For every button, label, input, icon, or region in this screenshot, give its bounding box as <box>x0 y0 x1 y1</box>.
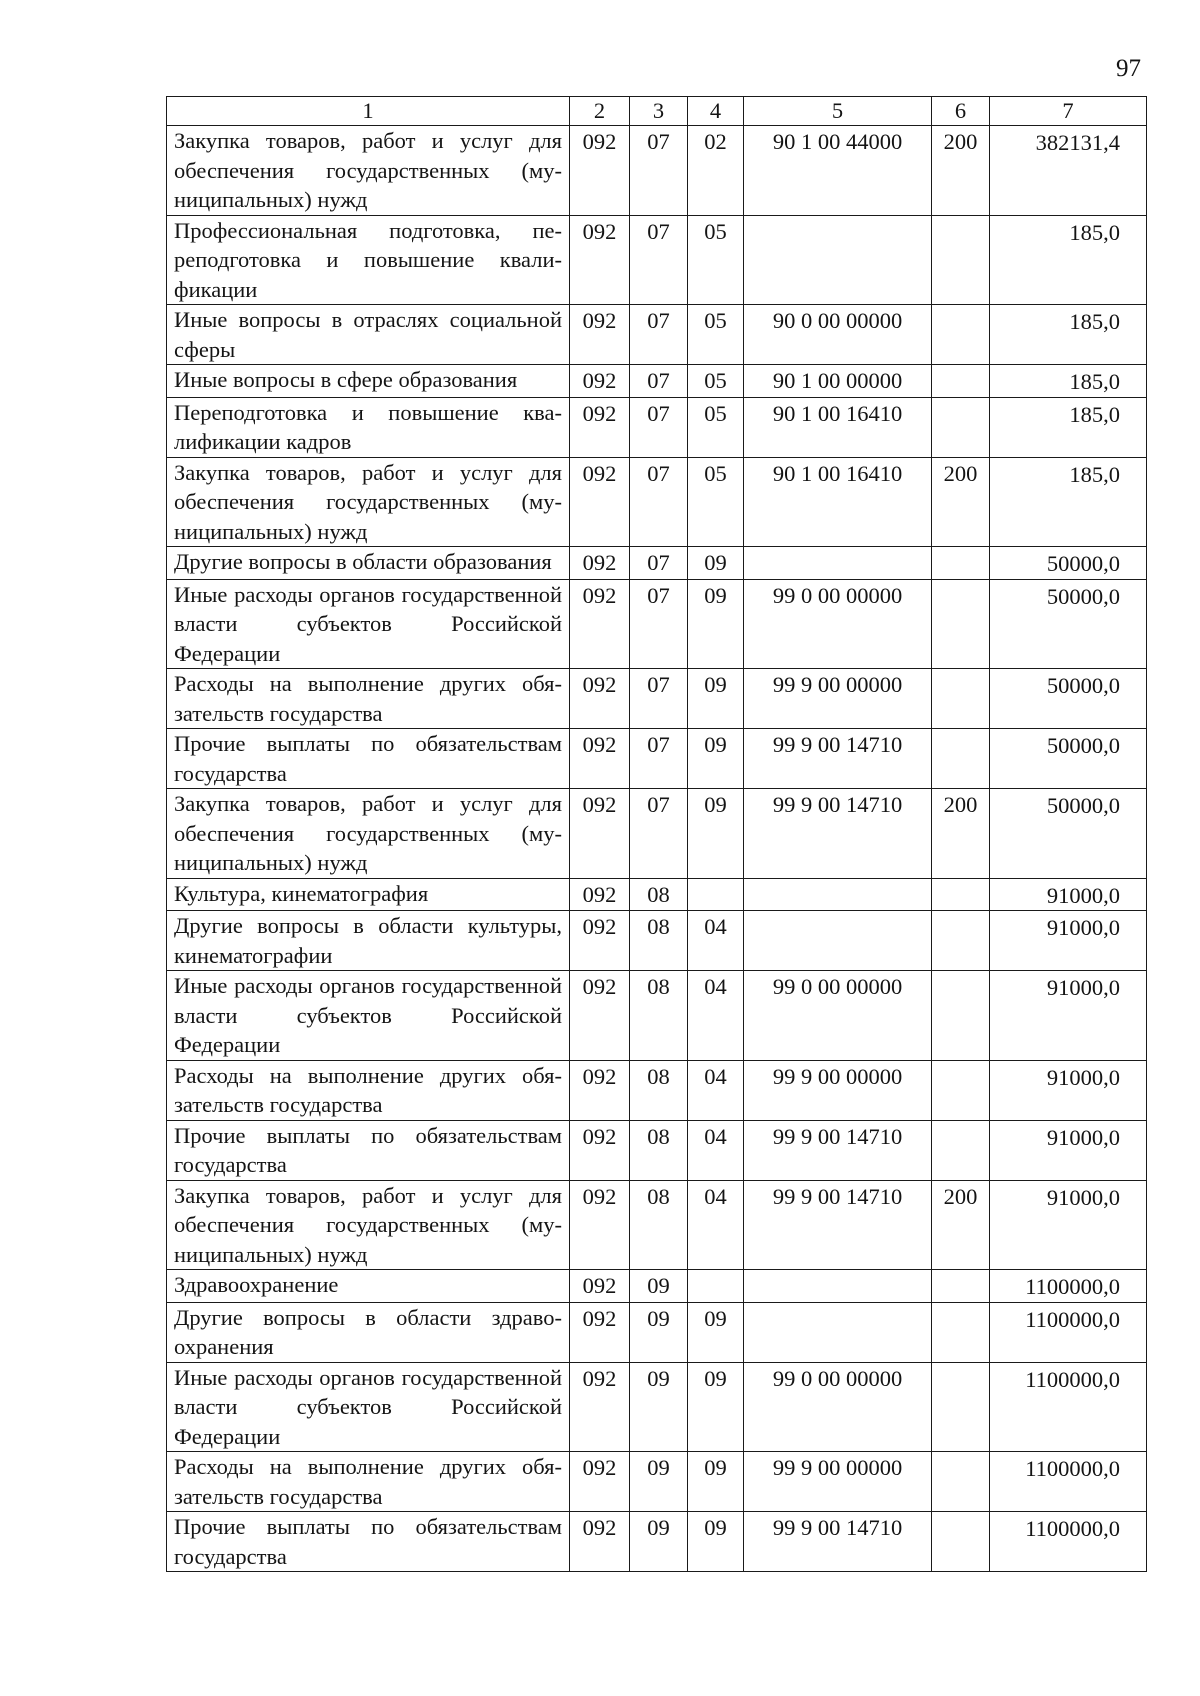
section-code-cell: 08 <box>630 1120 688 1180</box>
amount-cell: 50000,0 <box>990 729 1147 789</box>
section-code-cell: 09 <box>630 1452 688 1512</box>
target-article-code-cell: 90 1 00 44000 <box>744 126 932 216</box>
target-article-code-cell: 99 9 00 14710 <box>744 1180 932 1270</box>
table-row <box>167 1362 1147 1452</box>
table-row <box>167 971 1147 1061</box>
target-article-code-cell: 99 0 00 00000 <box>744 1362 932 1452</box>
target-article-code-cell: 99 9 00 14710 <box>744 1512 932 1572</box>
expense-name-cell: Прочие выплаты по обязательствам государства <box>167 729 570 789</box>
expense-type-code-cell: 200 <box>932 1180 990 1270</box>
subsection-code-cell: 04 <box>688 971 744 1061</box>
column-header-6: 6 <box>932 97 990 126</box>
ministry-code-cell: 092 <box>570 547 630 580</box>
expense-name-cell: Расходы на выполнение других обязательств государства <box>167 1060 570 1120</box>
table-row <box>167 547 1147 580</box>
table-row <box>167 457 1147 547</box>
target-article-code-cell <box>744 911 932 971</box>
section-code-cell: 07 <box>630 126 688 216</box>
expense-type-code-cell <box>932 1362 990 1452</box>
section-code-cell: 08 <box>630 911 688 971</box>
expense-name-cell: Прочие выплаты по обязательствам государства <box>167 1512 570 1572</box>
expense-type-code-cell <box>932 878 990 911</box>
target-article-code-cell: 99 9 00 14710 <box>744 789 932 879</box>
expense-name-cell: Иные вопросы в сфере образования <box>167 365 570 398</box>
expense-type-code-cell <box>932 1512 990 1572</box>
subsection-code-cell: 05 <box>688 365 744 398</box>
ministry-code-cell: 092 <box>570 1512 630 1572</box>
amount-cell: 1100000,0 <box>990 1512 1147 1572</box>
target-article-code-cell: 99 0 00 00000 <box>744 579 932 669</box>
amount-cell: 50000,0 <box>990 547 1147 580</box>
section-code-cell: 07 <box>630 789 688 879</box>
target-article-code-cell: 90 1 00 16410 <box>744 457 932 547</box>
section-code-cell: 07 <box>630 305 688 365</box>
section-code-cell: 07 <box>630 457 688 547</box>
subsection-code-cell: 09 <box>688 1362 744 1452</box>
ministry-code-cell: 092 <box>570 1180 630 1270</box>
target-article-code-cell: 99 9 00 00000 <box>744 1060 932 1120</box>
table-row <box>167 669 1147 729</box>
subsection-code-cell: 09 <box>688 1512 744 1572</box>
amount-cell: 1100000,0 <box>990 1362 1147 1452</box>
ministry-code-cell: 092 <box>570 305 630 365</box>
section-code-cell: 07 <box>630 729 688 789</box>
expense-name-cell: Иные расходы органов государственной власти субъектов Российской Федерации <box>167 1362 570 1452</box>
section-code-cell: 08 <box>630 971 688 1061</box>
table-row <box>167 1120 1147 1180</box>
ministry-code-cell: 092 <box>570 1302 630 1362</box>
amount-cell: 50000,0 <box>990 789 1147 879</box>
budget-table <box>166 96 1147 1572</box>
expense-type-code-cell <box>932 547 990 580</box>
table-row <box>167 911 1147 971</box>
subsection-code-cell <box>688 1270 744 1303</box>
section-code-cell: 07 <box>630 669 688 729</box>
target-article-code-cell: 99 0 00 00000 <box>744 971 932 1061</box>
amount-cell: 185,0 <box>990 365 1147 398</box>
section-code-cell: 09 <box>630 1270 688 1303</box>
expense-name-cell: Закупка товаров, работ и услуг для обеспечения государственных (муниципальных) нужд <box>167 457 570 547</box>
amount-cell: 91000,0 <box>990 1060 1147 1120</box>
table-row <box>167 789 1147 879</box>
subsection-code-cell: 05 <box>688 305 744 365</box>
amount-cell: 50000,0 <box>990 579 1147 669</box>
expense-name-cell: Иные расходы органов государственной власти субъектов Российской Федерации <box>167 971 570 1061</box>
target-article-code-cell: 90 1 00 16410 <box>744 397 932 457</box>
section-code-cell: 08 <box>630 1180 688 1270</box>
expense-name-cell: Прочие выплаты по обязательствам государства <box>167 1120 570 1180</box>
subsection-code-cell: 05 <box>688 457 744 547</box>
table-row <box>167 1302 1147 1362</box>
section-code-cell: 08 <box>630 878 688 911</box>
ministry-code-cell: 092 <box>570 669 630 729</box>
expense-name-cell: Расходы на выполнение других обязательств государства <box>167 669 570 729</box>
expense-name-cell: Расходы на выполнение других обязательств государства <box>167 1452 570 1512</box>
target-article-code-cell <box>744 547 932 580</box>
expense-name-cell: Переподготовка и повышение квалификации кадров <box>167 397 570 457</box>
column-number-row <box>167 97 1147 126</box>
section-code-cell: 07 <box>630 547 688 580</box>
expense-type-code-cell <box>932 1270 990 1303</box>
ministry-code-cell: 092 <box>570 1452 630 1512</box>
table-body <box>167 126 1147 1572</box>
expense-type-code-cell <box>932 911 990 971</box>
ministry-code-cell: 092 <box>570 579 630 669</box>
target-article-code-cell <box>744 1302 932 1362</box>
amount-cell: 1100000,0 <box>990 1452 1147 1512</box>
subsection-code-cell: 09 <box>688 1302 744 1362</box>
table-row <box>167 1270 1147 1303</box>
ministry-code-cell: 092 <box>570 1060 630 1120</box>
section-code-cell: 07 <box>630 215 688 305</box>
ministry-code-cell: 092 <box>570 729 630 789</box>
table-row <box>167 1180 1147 1270</box>
ministry-code-cell: 092 <box>570 971 630 1061</box>
subsection-code-cell <box>688 878 744 911</box>
expense-type-code-cell: 200 <box>932 126 990 216</box>
expense-name-cell: Закупка товаров, работ и услуг для обеспечения государственных (муниципальных) нужд <box>167 1180 570 1270</box>
expense-type-code-cell <box>932 1060 990 1120</box>
subsection-code-cell: 05 <box>688 215 744 305</box>
subsection-code-cell: 05 <box>688 397 744 457</box>
subsection-code-cell: 09 <box>688 729 744 789</box>
ministry-code-cell: 092 <box>570 878 630 911</box>
section-code-cell: 09 <box>630 1362 688 1452</box>
subsection-code-cell: 09 <box>688 579 744 669</box>
column-header-4: 4 <box>688 97 744 126</box>
target-article-code-cell: 99 9 00 00000 <box>744 669 932 729</box>
expense-name-cell: Иные расходы органов государственной власти субъектов Российской Федерации <box>167 579 570 669</box>
section-code-cell: 07 <box>630 579 688 669</box>
ministry-code-cell: 092 <box>570 1270 630 1303</box>
expense-name-cell: Культура, кинематография <box>167 878 570 911</box>
target-article-code-cell <box>744 878 932 911</box>
amount-cell: 50000,0 <box>990 669 1147 729</box>
table-row <box>167 1060 1147 1120</box>
ministry-code-cell: 092 <box>570 457 630 547</box>
column-header-7: 7 <box>990 97 1147 126</box>
ministry-code-cell: 092 <box>570 1362 630 1452</box>
subsection-code-cell: 09 <box>688 1452 744 1512</box>
ministry-code-cell: 092 <box>570 215 630 305</box>
target-article-code-cell: 90 1 00 00000 <box>744 365 932 398</box>
expense-name-cell: Иные вопросы в отраслях социальной сферы <box>167 305 570 365</box>
target-article-code-cell: 99 9 00 14710 <box>744 1120 932 1180</box>
target-article-code-cell: 99 9 00 14710 <box>744 729 932 789</box>
table-row <box>167 729 1147 789</box>
subsection-code-cell: 04 <box>688 1120 744 1180</box>
subsection-code-cell: 09 <box>688 547 744 580</box>
expense-name-cell: Другие вопросы в области здравоохранения <box>167 1302 570 1362</box>
amount-cell: 185,0 <box>990 305 1147 365</box>
expense-type-code-cell <box>932 971 990 1061</box>
subsection-code-cell: 04 <box>688 911 744 971</box>
table-row <box>167 397 1147 457</box>
page-number: 97 <box>1116 55 1141 82</box>
ministry-code-cell: 092 <box>570 789 630 879</box>
ministry-code-cell: 092 <box>570 911 630 971</box>
expense-name-cell: Другие вопросы в области образования <box>167 547 570 580</box>
expense-type-code-cell <box>932 579 990 669</box>
expense-type-code-cell <box>932 1302 990 1362</box>
expense-type-code-cell <box>932 397 990 457</box>
target-article-code-cell <box>744 1270 932 1303</box>
section-code-cell: 07 <box>630 397 688 457</box>
amount-cell: 91000,0 <box>990 1120 1147 1180</box>
column-header-2: 2 <box>570 97 630 126</box>
ministry-code-cell: 092 <box>570 397 630 457</box>
table-row <box>167 126 1147 216</box>
expense-type-code-cell: 200 <box>932 457 990 547</box>
expense-type-code-cell <box>932 365 990 398</box>
table-row <box>167 1512 1147 1572</box>
table-row <box>167 878 1147 911</box>
expense-name-cell: Другие вопросы в области культуры, кинематографии <box>167 911 570 971</box>
expense-type-code-cell <box>932 669 990 729</box>
expense-name-cell: Профессиональная подготовка, переподготовка и повышение квалификации <box>167 215 570 305</box>
expense-type-code-cell <box>932 729 990 789</box>
subsection-code-cell: 04 <box>688 1060 744 1120</box>
table-row <box>167 1452 1147 1512</box>
amount-cell: 185,0 <box>990 397 1147 457</box>
amount-cell: 185,0 <box>990 457 1147 547</box>
expense-name-cell: Закупка товаров, работ и услуг для обеспечения государственных (муниципальных) нужд <box>167 126 570 216</box>
section-code-cell: 09 <box>630 1302 688 1362</box>
table-row <box>167 365 1147 398</box>
subsection-code-cell: 04 <box>688 1180 744 1270</box>
subsection-code-cell: 09 <box>688 669 744 729</box>
amount-cell: 1100000,0 <box>990 1270 1147 1303</box>
amount-cell: 91000,0 <box>990 911 1147 971</box>
expense-type-code-cell: 200 <box>932 789 990 879</box>
ministry-code-cell: 092 <box>570 1120 630 1180</box>
amount-cell: 1100000,0 <box>990 1302 1147 1362</box>
expense-type-code-cell <box>932 1452 990 1512</box>
column-header-3: 3 <box>630 97 688 126</box>
target-article-code-cell: 90 0 00 00000 <box>744 305 932 365</box>
ministry-code-cell: 092 <box>570 365 630 398</box>
expense-type-code-cell <box>932 305 990 365</box>
expense-name-cell: Закупка товаров, работ и услуг для обеспечения государственных (муниципальных) нужд <box>167 789 570 879</box>
column-header-5: 5 <box>744 97 932 126</box>
table-row <box>167 305 1147 365</box>
amount-cell: 91000,0 <box>990 1180 1147 1270</box>
section-code-cell: 07 <box>630 365 688 398</box>
table-row <box>167 579 1147 669</box>
table-row <box>167 215 1147 305</box>
subsection-code-cell: 02 <box>688 126 744 216</box>
expense-type-code-cell <box>932 215 990 305</box>
amount-cell: 91000,0 <box>990 971 1147 1061</box>
section-code-cell: 08 <box>630 1060 688 1120</box>
amount-cell: 91000,0 <box>990 878 1147 911</box>
target-article-code-cell: 99 9 00 00000 <box>744 1452 932 1512</box>
section-code-cell: 09 <box>630 1512 688 1572</box>
amount-cell: 382131,4 <box>990 126 1147 216</box>
ministry-code-cell: 092 <box>570 126 630 216</box>
subsection-code-cell: 09 <box>688 789 744 879</box>
expense-name-cell: Здравоохранение <box>167 1270 570 1303</box>
target-article-code-cell <box>744 215 932 305</box>
amount-cell: 185,0 <box>990 215 1147 305</box>
column-header-1: 1 <box>167 97 570 126</box>
expense-type-code-cell <box>932 1120 990 1180</box>
table-header <box>167 97 1147 126</box>
